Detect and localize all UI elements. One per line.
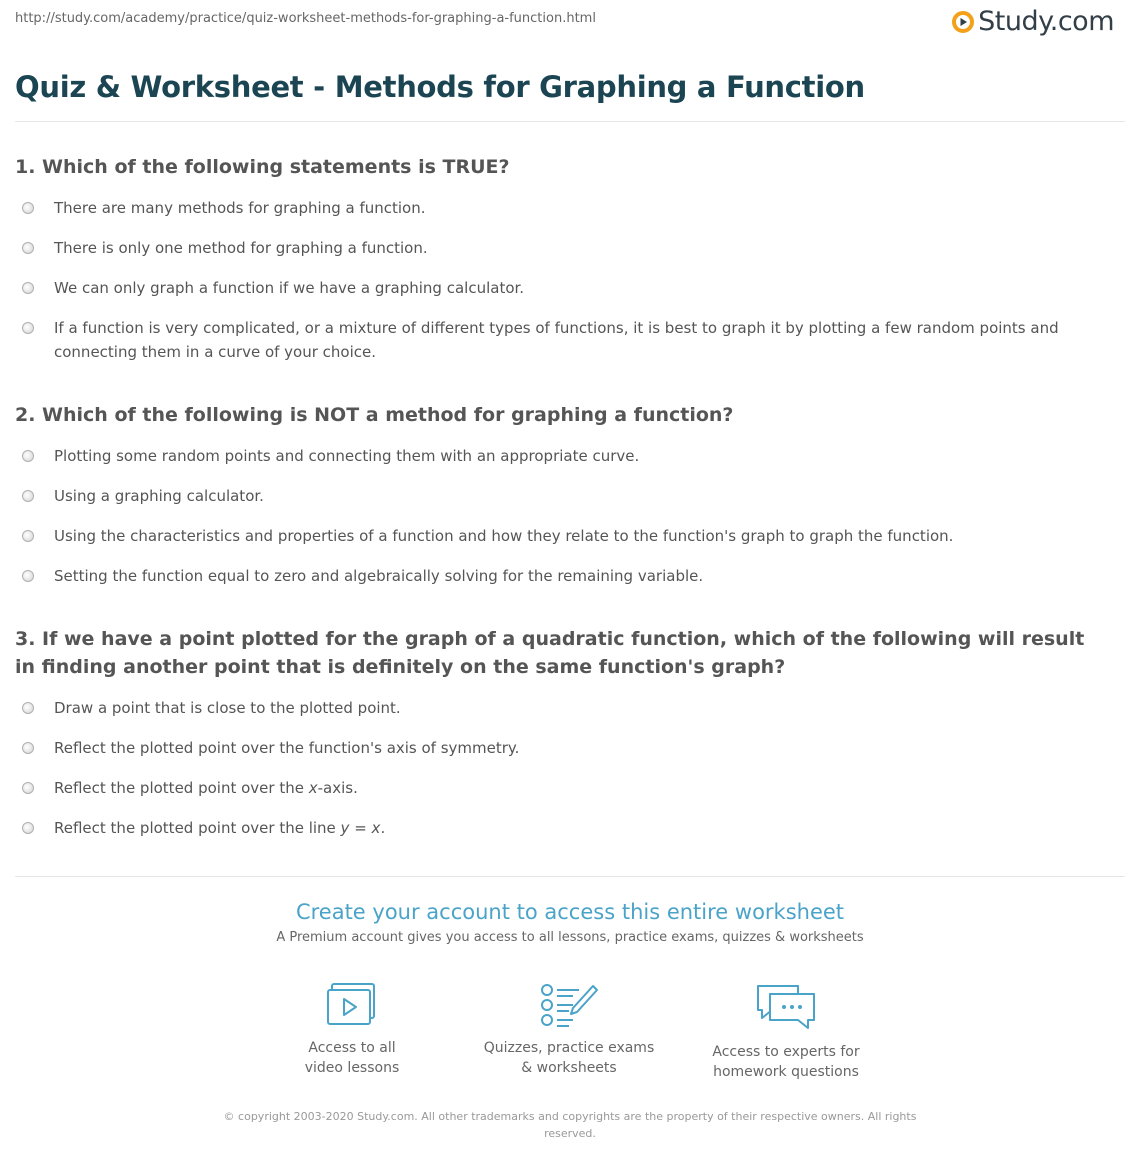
answer-option[interactable] xyxy=(15,564,1060,588)
answer-option[interactable] xyxy=(15,776,1060,800)
feature-label-line1: Quizzes, practice exams xyxy=(483,1040,655,1056)
feature-label-line2: video lessons xyxy=(304,1060,400,1076)
question-3-answers xyxy=(15,696,1060,856)
question-3-text: 3. If we have a point plotted for the graph of a quadratic function, which of the following will result in finding another point that is definitely on the same function's graph? xyxy=(15,628,1085,678)
radio-button[interactable] xyxy=(22,242,34,254)
radio-button[interactable] xyxy=(22,702,34,714)
answer-text: Reflect the plotted point over the x-axis. xyxy=(54,779,358,797)
radio-button[interactable] xyxy=(22,282,34,294)
answer-text: If a function is very complicated, or a mixture of different types of functions, it is best to graph it by plotting a few random points and connecting them in a curve of your choice. xyxy=(54,319,1059,361)
radio-button[interactable] xyxy=(22,202,34,214)
feature-experts xyxy=(676,982,896,1082)
play-circle-icon xyxy=(952,11,974,33)
answer-option[interactable] xyxy=(15,444,1060,468)
video-lesson-icon xyxy=(242,982,462,1028)
answer-option[interactable] xyxy=(15,736,1060,760)
answer-text: Using a graphing calculator. xyxy=(54,487,264,505)
title-divider xyxy=(15,121,1125,122)
study-com-logo[interactable] xyxy=(952,6,1114,37)
radio-button[interactable] xyxy=(22,490,34,502)
page-title: Quiz & Worksheet - Methods for Graphing a Function xyxy=(15,70,865,104)
answer-text: Reflect the plotted point over the line y = x. xyxy=(54,819,386,837)
radio-button[interactable] xyxy=(22,570,34,582)
cta-subtitle: A Premium account gives you access to all lessons, practice exams, quizzes & worksheets xyxy=(276,930,864,945)
chat-bubbles-icon xyxy=(676,982,896,1032)
answer-option[interactable] xyxy=(15,816,1060,840)
feature-label-line2: & worksheets xyxy=(521,1060,617,1076)
feature-label-line1: Access to all xyxy=(308,1040,396,1056)
question-1-text: 1. Which of the following statements is TRUE? xyxy=(15,156,510,178)
question-1-answers xyxy=(15,196,1060,380)
feature-label-line2: homework questions xyxy=(713,1064,859,1080)
answer-option[interactable] xyxy=(15,276,1060,300)
radio-button[interactable] xyxy=(22,450,34,462)
answer-option[interactable] xyxy=(15,524,1060,548)
radio-button[interactable] xyxy=(22,322,34,334)
answer-option[interactable] xyxy=(15,196,1060,220)
cta-divider xyxy=(15,876,1125,877)
feature-quizzes xyxy=(459,982,679,1078)
answer-text: There are many methods for graphing a function. xyxy=(54,199,426,217)
copyright-text: © copyright 2003-2020 Study.com. All other trademarks and copyrights are the property of their respective owners. All rights reserved. xyxy=(223,1110,917,1140)
radio-button[interactable] xyxy=(22,782,34,794)
create-account-link[interactable]: Create your account to access this entire worksheet xyxy=(295,900,845,924)
question-2-text: 2. Which of the following is NOT a method for graphing a function? xyxy=(15,404,734,426)
radio-button[interactable] xyxy=(22,530,34,542)
answer-option[interactable] xyxy=(15,316,1060,364)
answer-option[interactable] xyxy=(15,696,1060,720)
answer-text: We can only graph a function if we have a graphing calculator. xyxy=(54,279,525,297)
answer-text: Using the characteristics and properties of a function and how they relate to the function's graph to graph the function. xyxy=(54,527,954,545)
answer-text: Setting the function equal to zero and algebraically solving for the remaining variable. xyxy=(54,567,704,585)
answer-text: Reflect the plotted point over the function's axis of symmetry. xyxy=(54,739,520,757)
answer-text: Plotting some random points and connecting them with an appropriate curve. xyxy=(54,447,640,465)
feature-label-line1: Access to experts for xyxy=(712,1044,860,1060)
page-url[interactable]: http://study.com/academy/practice/quiz-worksheet-methods-for-graphing-a-function.html xyxy=(15,11,596,26)
radio-button[interactable] xyxy=(22,822,34,834)
radio-button[interactable] xyxy=(22,742,34,754)
question-2-answers xyxy=(15,444,1060,604)
feature-video-lessons xyxy=(242,982,462,1078)
logo-text: Study.com xyxy=(978,6,1114,37)
answer-text: Draw a point that is close to the plotted point. xyxy=(54,699,401,717)
answer-option[interactable] xyxy=(15,484,1060,508)
quiz-checklist-icon xyxy=(459,982,679,1028)
answer-text: There is only one method for graphing a function. xyxy=(54,239,428,257)
answer-option[interactable] xyxy=(15,236,1060,260)
